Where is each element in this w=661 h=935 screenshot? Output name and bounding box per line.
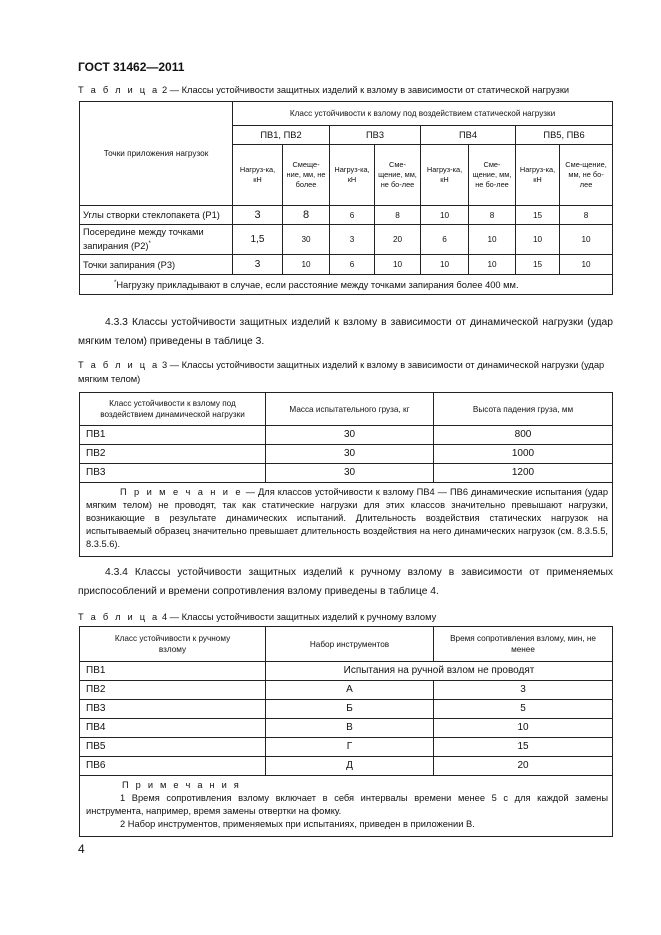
cell: 30 [266,464,434,483]
cell: 10 [375,255,421,275]
note-2: 2 Набор инструментов, применяемых при испытаниях, приведен в приложении В. [120,819,475,829]
table-row [80,757,613,776]
table2-sub-load: Нагруз-ка, кН [516,145,560,206]
table-row [80,719,613,738]
cell: ПВ2 [80,445,266,464]
note-label: П р и м е ч а н и е [120,487,243,497]
table2-sub-displacement: Сме-щение, мм, не бо-лее [375,145,421,206]
table2-sub-displacement: Сме-щение, мм, не бо-лее [560,145,613,206]
footnote-mark: * [114,280,117,287]
table2-class-head: ПВ3 [330,126,421,145]
cell: 20 [434,757,613,776]
note-text: — Для классов устойчивости к взлому ПВ4 — ПВ6 динамические испытания (удар мягким телом) не проводят, так как статические нагрузки для этих классов значительно превышают нагрузки, возникающие в результате динамических испытаний. Длительность воздействия статических нагрузок на испытываемый образец значительно превышает длительность воздействия на него динамических нагрузок (см. 8.3.5.5, 8.3.5.6). [86,487,608,549]
table2-footnote [80,275,613,295]
cell: ПВ3 [80,464,266,483]
row-label: Углы створки стеклопакета (Р1) [80,206,233,225]
cell: 30 [283,225,330,255]
footnote-text: Нагрузку прикладывают в случае, если расстояние между точками запирания более 400 мм. [116,280,519,291]
cell: 10 [421,206,469,225]
cell: 10 [560,225,613,255]
cell: 3 [233,206,283,225]
table2-class-head: ПВ5, ПВ6 [516,126,613,145]
cell: 8 [375,206,421,225]
table-row [80,225,613,255]
table2-caption [78,83,638,97]
table-row [80,738,613,757]
cell: 5 [434,700,613,719]
table2-class-head: ПВ1, ПВ2 [233,126,330,145]
table-row [80,206,613,225]
table4-caption [78,610,618,624]
table3-caption-text: 3 — Классы устойчивости защитных изделий к взлому в зависимости от динамической нагрузки (удар мягким телом) [78,360,605,384]
table-row [80,464,613,483]
table3-note [80,483,613,557]
cell: ПВ4 [80,719,266,738]
cell: 6 [330,206,375,225]
table4-header-time: Время сопротивления взлому, мин, не менее [434,627,613,662]
table3-header-class: Класс устойчивости к взлому под воздействием динамической нагрузки [80,393,266,426]
table-row [80,662,613,681]
cell: ПВ1 [80,426,266,445]
cell: ПВ6 [80,757,266,776]
table2 [79,101,613,295]
cell: 8 [560,206,613,225]
table3-header-mass: Масса испытательного груза, кг [266,393,434,426]
cell: 20 [375,225,421,255]
note-1: 1 Время сопротивления взлому включает в себя интервалы времени менее 5 с для каждой замены инструмента, например, время замены отвертки на фомку. [86,793,608,816]
cell: 6 [421,225,469,255]
table-row [80,426,613,445]
table2-sub-displacement: Сме-щение, мм, не бо-лее [469,145,516,206]
cell: 1,5 [233,225,283,255]
table3 [79,392,613,557]
cell: ПВ1 [80,662,266,681]
table3-header-height: Высота падения груза, мм [434,393,613,426]
footnote-mark: * [148,241,151,248]
cell-span: Испытания на ручной взлом не проводят [266,662,613,681]
cell: 8 [283,206,330,225]
cell: 10 [434,719,613,738]
cell: 6 [330,255,375,275]
cell: А [266,681,434,700]
cell: 1200 [434,464,613,483]
table-row [80,445,613,464]
cell: 15 [434,738,613,757]
cell: ПВ5 [80,738,266,757]
table3-caption [78,358,618,386]
table2-class-head: ПВ4 [421,126,516,145]
cell: 10 [560,255,613,275]
table-row [80,700,613,719]
row-label-text: Посередине между точками запирания (Р2) [83,227,204,252]
paragraph-4-3-4: 4.3.4 Классы устойчивости защитных изделий к ручному взлому в зависимости от применяемых приспособлений и времени сопротивления взлому приведены в таблице 4. [78,567,613,597]
table2-caption-label: Т а б л и ц а [78,85,160,95]
table2-sub-displacement: Смеще-ние, мм, не более [283,145,330,206]
table2-header-class-group: Класс устойчивости к взлому под воздействием статической нагрузки [233,102,613,126]
cell: 15 [516,206,560,225]
table3-caption-label: Т а б л и ц а [78,360,160,370]
paragraph-4-3-3: 4.3.3 Классы устойчивости защитных изделий к взлому в зависимости от динамической нагрузки (удар мягким телом) приведены в таблице 3. [78,317,613,347]
table4-caption-text: 4 — Классы устойчивости защитных изделий к ручному взлому [161,612,437,622]
cell: 10 [283,255,330,275]
cell: 3 [330,225,375,255]
row-label [80,225,233,255]
table4 [79,626,613,837]
cell: Г [266,738,434,757]
cell: 10 [421,255,469,275]
table2-sub-load: Нагруз-ка, кН [233,145,283,206]
page-number: 4 [78,842,85,856]
table4-header-class: Класс устойчивости к ручному взлому [80,627,266,662]
cell: 10 [469,255,516,275]
row-label: Точки запирания (Р3) [80,255,233,275]
table2-caption-text: 2 — Классы устойчивости защитных изделий к взлому в зависимости от статической нагрузки [161,85,570,95]
cell: 8 [469,206,516,225]
cell: 10 [516,225,560,255]
table4-caption-label: Т а б л и ц а [78,612,160,622]
cell: В [266,719,434,738]
cell: 800 [434,426,613,445]
table2-sub-load: Нагруз-ка, кН [330,145,375,206]
cell: Б [266,700,434,719]
cell: 15 [516,255,560,275]
table4-header-tools: Набор инструментов [266,627,434,662]
notes-label: П р и м е ч а н и я [122,780,242,790]
cell: 1000 [434,445,613,464]
cell: ПВ3 [80,700,266,719]
document-header: ГОСТ 31462—2011 [78,60,185,74]
cell: 30 [266,426,434,445]
table2-header-points: Точки приложения нагрузок [80,102,233,206]
cell: 10 [469,225,516,255]
table2-sub-load: Нагруз-ка, кН [421,145,469,206]
table-row [80,255,613,275]
cell: ПВ2 [80,681,266,700]
cell: 3 [434,681,613,700]
table-row [80,681,613,700]
table4-notes [80,776,613,837]
cell: 30 [266,445,434,464]
cell: 3 [233,255,283,275]
cell: Д [266,757,434,776]
